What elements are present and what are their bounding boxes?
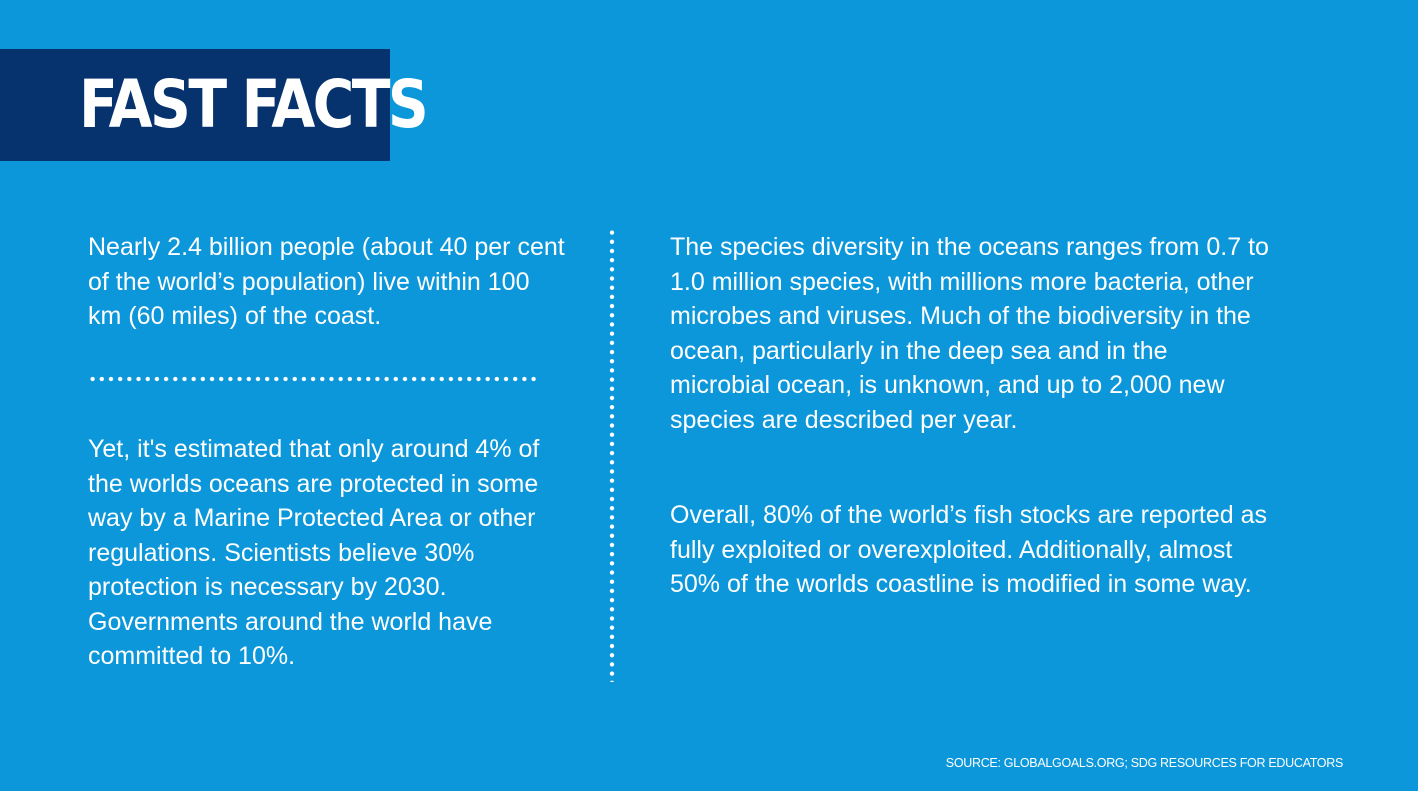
fact-species-diversity: The species diversity in the oceans ranges from 0.7 to 1.0 million species, with millions more bacteria, other microbes and viruses. Much of the biodiversity in the ocean, particularly in the deep sea and in the microbial ocean, is unknown, and up to 2,000 new species are described per year. xyxy=(670,233,1269,434)
dotted-divider-vertical xyxy=(609,228,615,682)
page-title: FAST FACTS xyxy=(79,66,427,143)
fact-fish-stocks: Overall, 80% of the world’s fish stocks are reported as fully exploited or overexploited. Additionally, almost 50% of the worlds coastline is modified in some way. xyxy=(670,501,1268,598)
dotted-divider-horizontal xyxy=(88,376,540,382)
fact-coastal-population: Nearly 2.4 billion people (about 40 per cent of the world’s population) live within 100 km (60 miles) of the coast. xyxy=(88,233,565,330)
fact-ocean-protection: Yet, it's estimated that only around 4% of the worlds oceans are protected in some way by a Marine Protected Area or other regulations. Scientists believe 30% protection is necessary by 2030. Governments around the world have committed to 10%. xyxy=(88,435,540,670)
source-note: SOURCE: GLOBALGOALS.ORG; SDG RESOURCES FOR EDUCATORS xyxy=(945,756,1343,770)
